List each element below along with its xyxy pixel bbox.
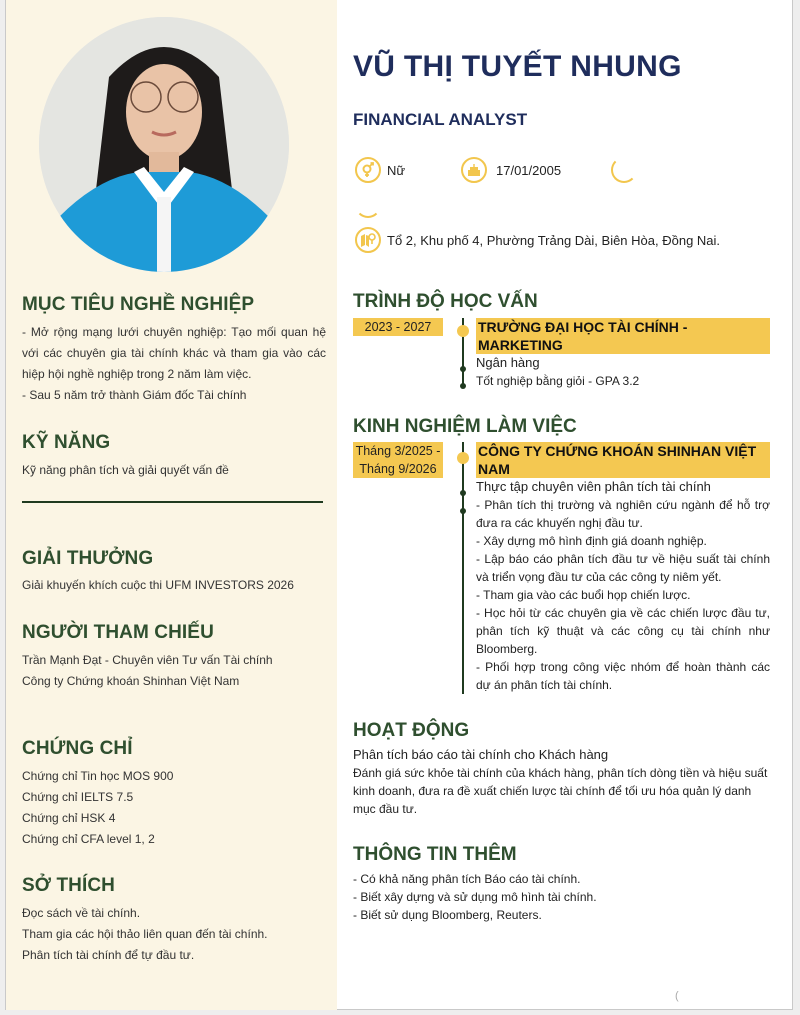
experience-duty: - Lập báo cáo phân tích đầu tư về hiệu suất tài chính và triển vọng đầu tư của các công ty niêm yết. <box>476 552 770 584</box>
references-heading: NGƯỜI THAM CHIẾU <box>22 622 214 643</box>
gender-icon <box>355 157 381 183</box>
certificates-list <box>22 766 326 850</box>
map-pin-icon <box>355 227 381 253</box>
education-details <box>476 354 770 390</box>
activities-heading: HOẠT ĐỘNG <box>353 720 470 741</box>
experience-details <box>476 478 770 694</box>
objective-heading: MỤC TIÊU NGHỀ NGHIỆP <box>22 294 255 315</box>
skill-item: Kỹ năng phân tích và giải quyết vấn đề <box>22 463 229 477</box>
skills-list <box>22 460 326 481</box>
job-title: FINANCIAL ANALYST <box>353 110 528 129</box>
timeline-marker-icon <box>457 452 469 464</box>
certificate-item: Chứng chỉ IELTS 7.5 <box>22 790 134 804</box>
main-content <box>337 0 792 1010</box>
timeline-bullet-icon <box>460 366 466 372</box>
timeline-marker-icon <box>457 325 469 337</box>
sidebar <box>6 0 337 1010</box>
experience-duty: - Phân tích thị trường và nghiên cứu ngành để hỗ trợ đưa ra các khuyến nghị đầu tư. <box>476 498 770 530</box>
certificate-item: Chứng chỉ CFA level 1, 2 <box>22 832 155 846</box>
gender-value: Nữ <box>387 163 406 178</box>
experience-duty: - Tham gia vào các buổi họp chiến lược. <box>476 588 691 602</box>
additional-item: - Có khả năng phân tích Báo cáo tài chính. <box>353 872 581 886</box>
candidate-name: VŨ THỊ TUYẾT NHUNG <box>353 50 682 83</box>
education-heading: TRÌNH ĐỘ HỌC VẤN <box>353 291 538 312</box>
references-list <box>22 650 326 692</box>
additional-item: - Biết xây dựng và sử dụng mô hình tài chính. <box>353 890 597 904</box>
hobby-item: Tham gia các hội thảo liên quan đến tài chính. <box>22 927 268 941</box>
experience-duty: - Xây dựng mô hình định giá doanh nghiệp. <box>476 534 707 548</box>
company-name: CÔNG TY CHỨNG KHOÁN SHINHAN VIỆT NAM <box>476 442 770 478</box>
award-item: Giải khuyến khích cuộc thi UFM INVESTORS 2026 <box>22 578 294 592</box>
education-major: Ngân hàng <box>476 355 540 370</box>
timeline-bullet-icon <box>460 383 466 389</box>
phone-icon <box>611 157 637 183</box>
timeline-bullet-icon <box>460 508 466 514</box>
skills-heading: KỸ NĂNG <box>22 432 111 453</box>
activity-description: Đánh giá sức khỏe tài chính của khách hàng, phân tích dòng tiền và hiệu suất kinh doanh, đưa ra đề xuất chiến lược tài chính để tối ưu hóa quản lý danh mục đầu tư. <box>353 766 768 816</box>
reference-item: Công ty Chứng khoán Shinhan Việt Nam <box>22 674 240 688</box>
avatar <box>39 17 289 272</box>
certificate-item: Chứng chỉ HSK 4 <box>22 811 116 825</box>
experience-position: Thực tập chuyên viên phân tích tài chính <box>476 479 711 494</box>
address-value: Tổ 2, Khu phố 4, Phường Trảng Dài, Biên Hòa, Đồng Nai. <box>387 233 721 248</box>
objective-line: - Sau 5 năm trở thành Giám đốc Tài chính <box>22 388 247 402</box>
additional-heading: THÔNG TIN THÊM <box>353 844 517 865</box>
education-period: 2023 - 2027 <box>353 318 443 336</box>
additional-list <box>353 870 773 924</box>
additional-item: - Biết sử dụng Bloomberg, Reuters. <box>353 908 542 922</box>
stray-mark: ( <box>675 990 679 1002</box>
awards-heading: GIẢI THƯỞNG <box>22 548 154 569</box>
objective-text <box>22 322 326 406</box>
experience-duty: - Học hỏi từ các chuyên gia về các chiến lược đầu tư, phân tích kỹ thuật và các công cụ tài chính như Bloomberg. <box>476 606 770 656</box>
activity-title: Phân tích báo cáo tài chính cho Khách hàng <box>353 747 609 762</box>
timeline-bullet-icon <box>460 490 466 496</box>
experience-timeline <box>462 442 464 694</box>
education-detail: Tốt nghiệp bằng giỏi - GPA 3.2 <box>476 374 640 388</box>
awards-list <box>22 575 326 596</box>
section-divider <box>22 501 323 503</box>
hobbies-heading: SỞ THÍCH <box>22 875 116 896</box>
hobby-item: Đọc sách về tài chính. <box>22 906 141 920</box>
experience-duty: - Phối hợp trong công việc nhóm để hoàn thành các dự án phân tích tài chính. <box>476 660 770 692</box>
experience-period: Tháng 3/2025 - Tháng 9/2026 <box>353 442 443 478</box>
certificates-heading: CHỨNG CHỈ <box>22 738 133 759</box>
experience-heading: KINH NGHIỆM LÀM VIỆC <box>353 416 577 437</box>
reference-item: Trần Mạnh Đạt - Chuyên viên Tư vấn Tài chính <box>22 653 273 667</box>
profile-photo-icon <box>39 17 289 272</box>
birthday-cake-icon <box>461 157 487 183</box>
email-icon <box>355 192 381 218</box>
cv-page <box>5 0 793 1010</box>
certificate-item: Chứng chỉ Tin học MOS 900 <box>22 769 174 783</box>
birthdate-value: 17/01/2005 <box>496 163 562 178</box>
hobbies-list <box>22 903 326 966</box>
hobby-item: Phân tích tài chính để tự đầu tư. <box>22 948 195 962</box>
objective-line: - Mở rộng mạng lưới chuyên nghiệp: Tạo mối quan hệ với các chuyên gia tài chính khác và tham gia vào các hiệp hội nghề nghiệp trong 2 năm làm việc. <box>22 325 326 381</box>
school-name: TRƯỜNG ĐẠI HỌC TÀI CHÍNH - MARKETING <box>476 318 770 354</box>
